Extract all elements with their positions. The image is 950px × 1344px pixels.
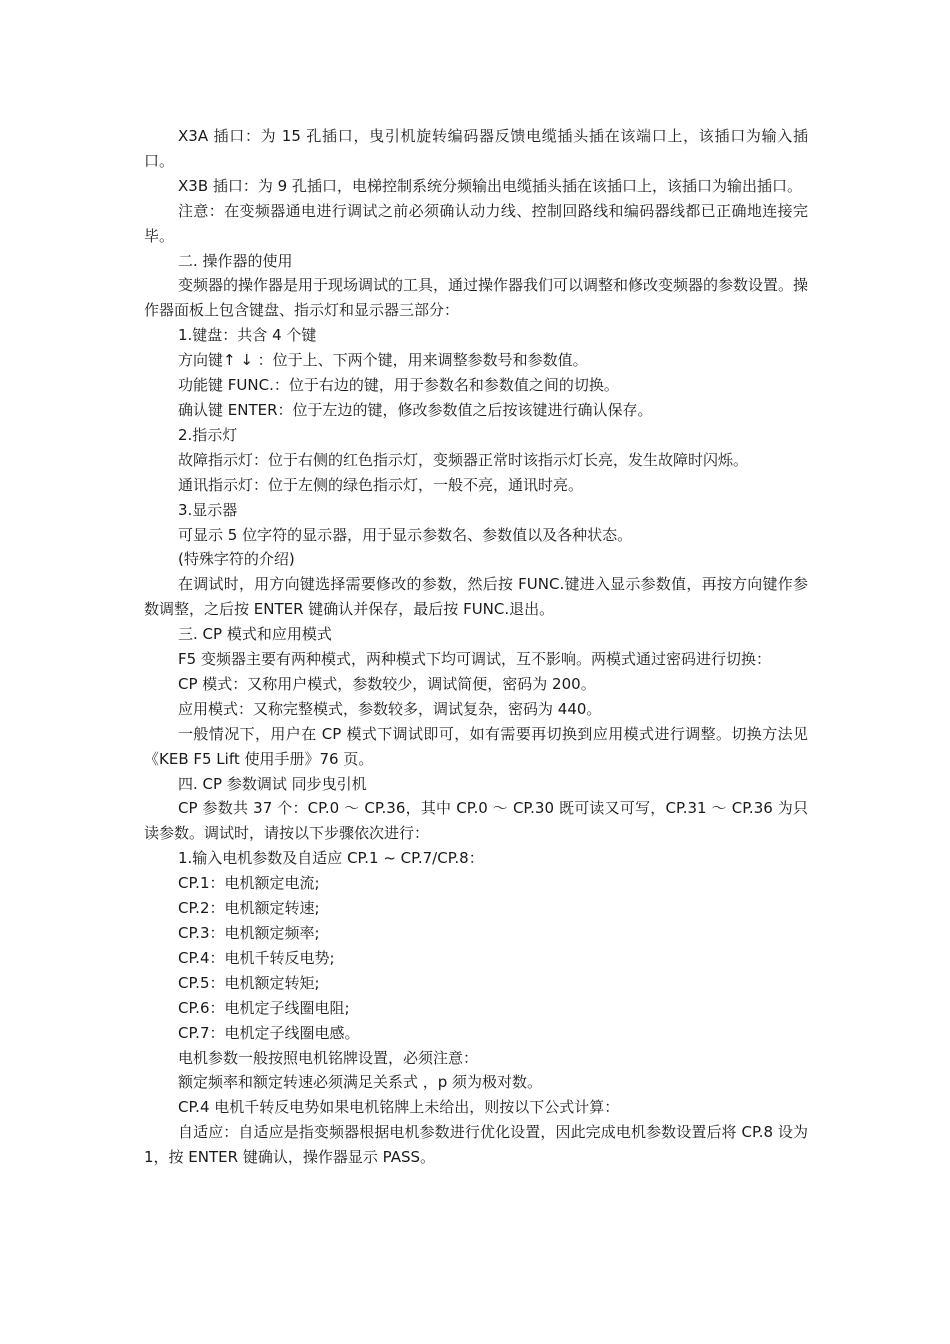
paragraph-x3a-port: X3A 插口：为 15 孔插口，曳引机旋转编码器反馈电缆插头插在该端口上，该插口为输入插口。 xyxy=(144,127,808,170)
paragraph-mode-switch: 一般情况下，用户在 CP 模式下调试即可，如有需要再切换到应用模式进行调整。切换方法见《KEB F5 Lift 使用手册》76 页。 xyxy=(144,724,808,768)
list-item-cp3: CP.3：电机额定频率; xyxy=(178,924,320,942)
paragraph-func-key: 功能键 FUNC.：位于右边的键，用于参数名和参数值之间的切换。 xyxy=(178,376,619,395)
paragraph-comm-light: 通讯指示灯：位于左侧的绿色指示灯，一般不亮，通讯时亮。 xyxy=(178,475,584,494)
subheading-indicator-lights: 2.指示灯 xyxy=(178,425,238,444)
paragraph-fault-light: 故障指示灯：位于右侧的红色指示灯，变频器正常时该指示灯长亮，发生故障时闪烁。 xyxy=(178,450,749,469)
paragraph-debug-procedure: 在调试时，用方向键选择需要修改的参数，然后按 FUNC.键进入显示参数值，再按方向键作参数调整，之后按 ENTER 键确认并保存，最后按 FUNC.退出。 xyxy=(144,575,808,619)
paragraph-arrow-keys: 方向键↑ ↓ ：位于上、下两个键，用来调整参数号和参数值。 xyxy=(178,351,588,370)
list-item-cp7: CP.7：电机定子线圈电感。 xyxy=(178,1023,360,1042)
list-item-cp4: CP.4：电机千转反电势; xyxy=(178,948,335,967)
paragraph-self-tuning: 自适应：自适应是指变频器根据电机参数进行优化设置，因此完成电机参数设置后将 CP.8 设为 1，按 ENTER 键确认，操作器显示 PASS。 xyxy=(144,1123,808,1167)
paragraph-note-wiring: 注意：在变频器通电进行调试之前必须确认动力线、控制回路线和编码器线都已正确地连接完毕。 xyxy=(144,201,808,245)
paragraph-frequency-relation: 额定频率和额定转速必须满足关系式 ，p 须为极对数。 xyxy=(178,1073,543,1092)
paragraph-display-desc: 可显示 5 位字符的显示器，用于显示参数名、参数值以及各种状态。 xyxy=(178,525,633,544)
section-heading-cp-params: 四. CP 参数调试 同步曳引机 xyxy=(178,774,367,793)
paragraph-x3b-port: X3B 插口：为 9 孔插口，电梯控制系统分频输出电缆插头插在该插口上，该插口为输出插口。 xyxy=(178,176,802,195)
paragraph-enter-key: 确认键 ENTER：位于左边的键，修改参数值之后按该键进行确认保存。 xyxy=(178,400,653,419)
section-heading-modes: 三. CP 模式和应用模式 xyxy=(178,625,332,644)
list-item-cp2: CP.2：电机额定转速; xyxy=(178,899,320,918)
paragraph-application-mode: 应用模式：又称完整模式，参数较多，调试复杂，密码为 440。 xyxy=(178,699,602,718)
subheading-keyboard: 1.键盘：共含 4 个键 xyxy=(178,326,317,345)
list-item-cp6: CP.6：电机定子线圈电阻; xyxy=(178,998,350,1017)
paragraph-cp-mode: CP 模式：又称用户模式，参数较少，调试简便，密码为 200。 xyxy=(178,674,596,693)
list-item-cp1: CP.1：电机额定电流; xyxy=(178,874,320,893)
paragraph-special-chars: (特殊字符的介绍) xyxy=(178,550,295,569)
paragraph-nameplate-note: 电机参数一般按照电机铭牌设置，必须注意： xyxy=(178,1048,479,1067)
subheading-motor-params: 1.输入电机参数及自适应 CP.1 ~ CP.7/CP.8： xyxy=(178,849,484,868)
section-heading-operator: 二. 操作器的使用 xyxy=(178,251,293,270)
paragraph-modes-intro: F5 变频器主要有两种模式，两种模式下均可调试，互不影响。两模式通过密码进行切换： xyxy=(178,650,771,669)
document-body xyxy=(144,124,808,1170)
list-item-cp5: CP.5：电机额定转矩; xyxy=(178,973,320,992)
paragraph-operator-intro: 变频器的操作器是用于现场调试的工具，通过操作器我们可以调整和修改变频器的参数设置。操作器面板上包含键盘、指示灯和显示器三部分： xyxy=(144,276,809,320)
paragraph-back-emf: CP.4 电机千转反电势如果电机铭牌上未给出，则按以下公式计算： xyxy=(178,1098,620,1117)
subheading-display: 3.显示器 xyxy=(178,500,238,519)
paragraph-cp-params-intro: CP 参数共 37 个：CP.0 ～ CP.36，其中 CP.0 ～ CP.30 既可读又可写，CP.31 ～ CP.36 为只读参数。调试时，请按以下步骤依次进行： xyxy=(144,799,808,843)
